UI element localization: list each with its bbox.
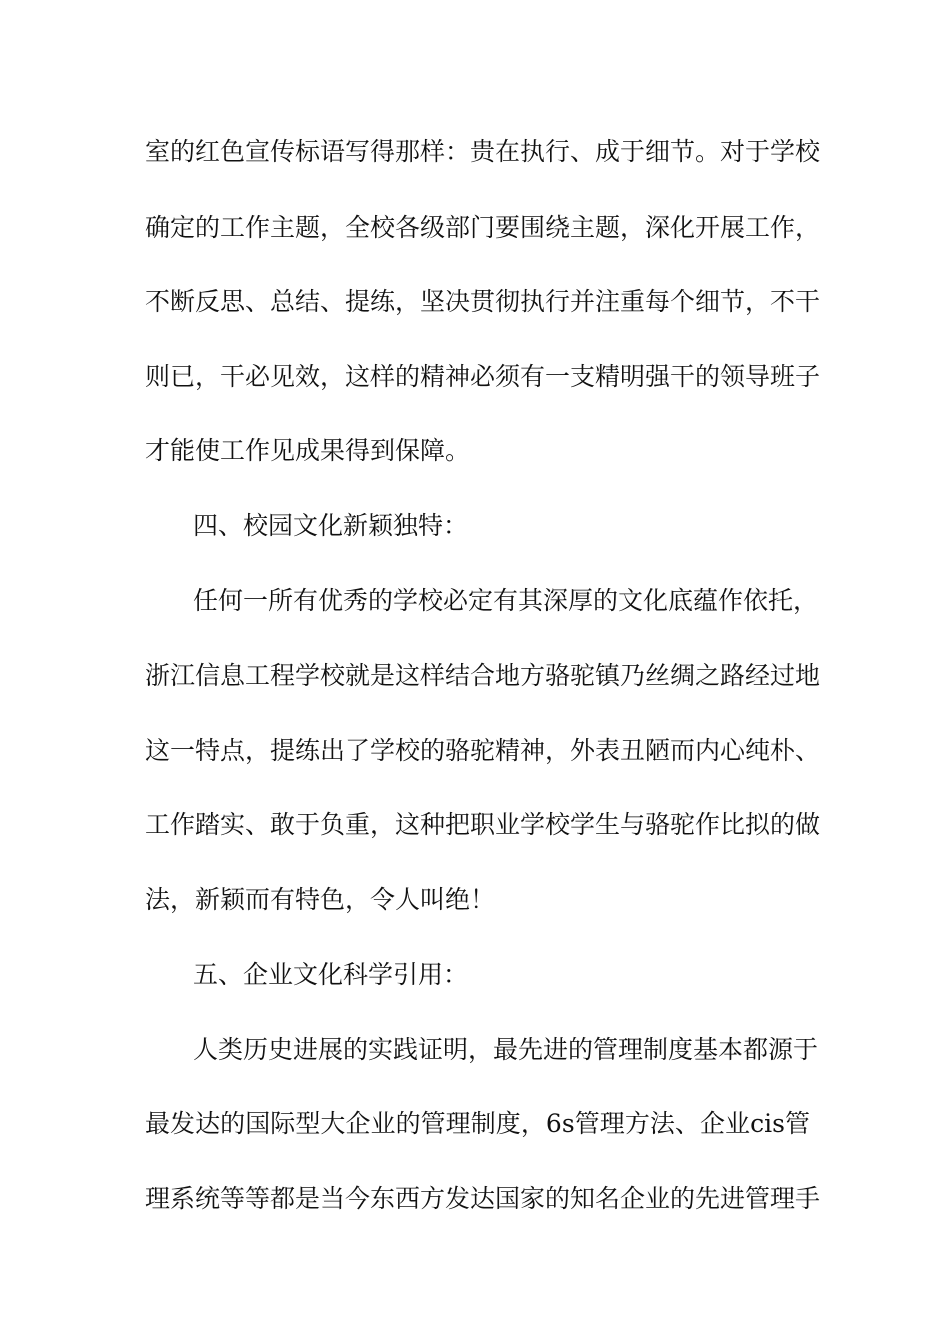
paragraph-line: 这一特点，提练出了学校的骆驼精神，外表丑陋而内心纯朴、	[145, 736, 821, 765]
paragraph-line: 则已，干必见效，这样的精神必须有一支精明强干的领导班子	[145, 362, 821, 391]
section-heading: 四、校园文化新颖独特：	[193, 511, 469, 540]
paragraph-line: 不断反思、总结、提练，坚决贯彻执行并注重每个细节，不干	[145, 287, 821, 316]
paragraph-line: 法，新颖而有特色，令人叫绝！	[145, 885, 496, 914]
paragraph-line: 浙江信息工程学校就是这样结合地方骆驼镇乃丝绸之路经过地	[145, 661, 821, 690]
paragraph-line: 理系统等等都是当今东西方发达国家的知名企业的先进管理手	[145, 1184, 821, 1213]
paragraph-line: 最发达的国际型大企业的管理制度，6s管理方法、企业cis管	[145, 1109, 810, 1138]
paragraph-line: 工作踏实、敢于负重，这种把职业学校学生与骆驼作比拟的做	[145, 810, 821, 839]
paragraph-line: 人类历史进展的实践证明，最先进的管理制度基本都源于	[193, 1035, 819, 1064]
paragraph-line: 才能使工作见成果得到保障。	[145, 436, 471, 465]
section-heading: 五、企业文化科学引用：	[193, 960, 469, 989]
paragraph-line: 确定的工作主题，全校各级部门要围绕主题，深化开展工作，	[145, 213, 821, 242]
paragraph-line: 室的红色宣传标语写得那样：贵在执行、成于细节。对于学校	[145, 137, 821, 166]
paragraph-line: 任何一所有优秀的学校必定有其深厚的文化底蕴作依托，	[193, 586, 819, 615]
